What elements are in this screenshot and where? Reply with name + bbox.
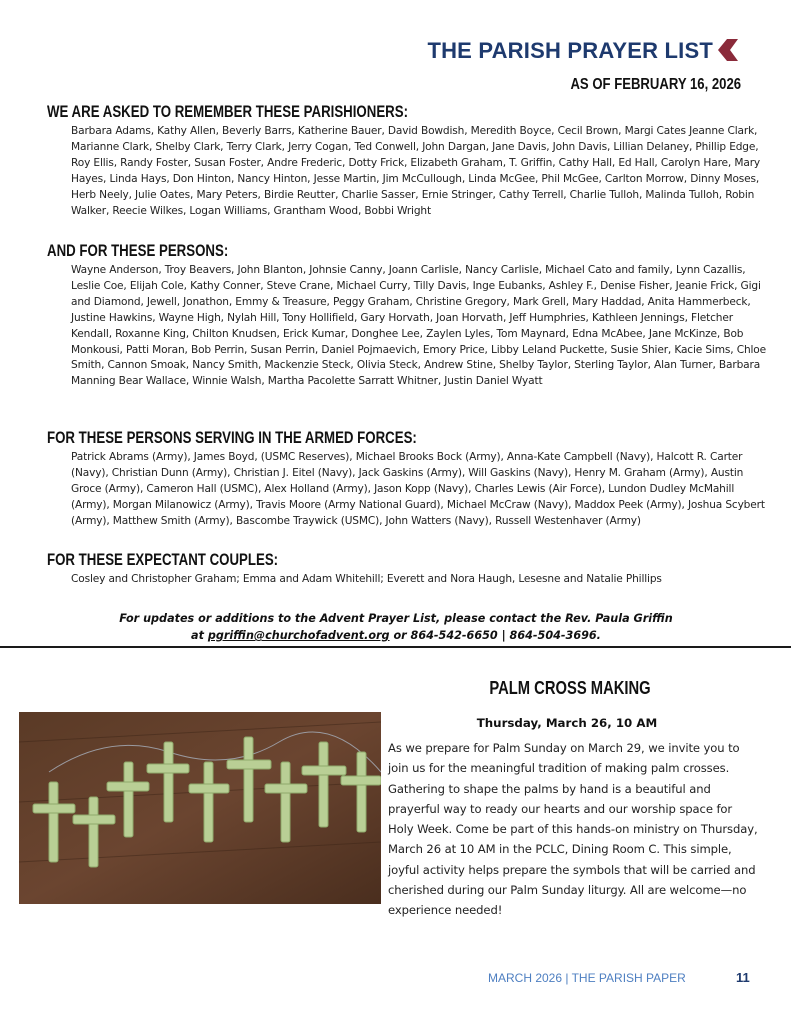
- section-divider: [0, 646, 791, 648]
- contact-note: [60, 610, 732, 644]
- page-title: THE PARISH PRAYER LIST: [427, 38, 713, 63]
- section-heading: AND FOR THESE PERSONS:: [47, 241, 229, 260]
- email-link[interactable]: pgriffin@churchofadvent.org: [207, 629, 390, 642]
- section-expectant: [47, 550, 767, 588]
- palm-date: Thursday, March 26, 10 AM: [476, 716, 658, 730]
- section-heading: FOR THESE EXPECTANT COUPLES:: [47, 550, 279, 569]
- palm-crosses-photo: [19, 712, 381, 904]
- contact-line-1: For updates or additions to the Advent Prayer List, please contact the Rev. Paula Griffin: [119, 612, 673, 625]
- page-number: 11: [736, 970, 750, 985]
- section-names: Barbara Adams, Kathy Allen, Beverly Barrs, Katherine Bauer, David Bowdish, Meredith Boyce, Cecil Brown, Margi Cates Jeanne Clark, Marianne Clark, Shelby Clark, Terry Clark, Jerry Cogan, Ted Conwell, John Dargan, Jane Davis, John Davis, Lillian Delaney, Phillip Edge, Roy Ellis, Randy Foster, Susan Foster, Andre Frederic, Dotty Frick, Elizabeth Graham, T. Griffin, Cathy Hall, Ed Hall, Carolyn Hare, Mary Hayes, Linda Hays, Don Hinton, Nancy Hinton, Jesse Martin, Jim McCullough, Linda McGee, Phil McGee, Carlton Morrow, Dinny Moses, Herb Neely, Julie Oates, Mary Peters, Birdie Reutter, Charlie Sasser, Ernie Stringer, Cathy Terrell, Charlie Tulloh, Malinda Tulloh, Robin Walker, Reecie Wilkes, Logan Williams, Grantham Wood, Bobbi Wright: [71, 125, 761, 217]
- section-heading: FOR THESE PERSONS SERVING IN THE ARMED FORCES:: [47, 428, 417, 447]
- page-footer: [488, 971, 748, 985]
- section-names: Patrick Abrams (Army), James Boyd, (USMC Reserves), Michael Brooks Bock (Army), Anna-Kate Campbell (Navy), Halcott R. Carter (Navy), Christian Dunn (Army), Christian J. Eitel (Navy), Jack Gaskins (Army), Will Gaskins (Navy), Henry M. Graham (Army), Austin Groce (Army), Cameron Hall (USMC), Alex Holland (Army), Jason Kopp (Navy), Charles Lewis (Air Force), Lundon Dudley McMahill (Army), Morgan Milanowicz (Army), Travis Moore (Army National Guard), Michael McCraw (Navy), Maddox Peek (Army), Joshua Scybert (Army), Matthew Smith (Army), Bascombe Traywick (USMC), John Watters (Navy), Russell Westenhaver (Army): [71, 451, 765, 527]
- section-names: Wayne Anderson, Troy Beavers, John Blanton, Johnsie Canny, Joann Carlisle, Nancy Carlisle, Michael Cato and family, Lynn Cazallis, Leslie Coe, Elijah Cole, Kathy Conner, Steve Crane, Michael Curry, Tilly Davis, Inge Eubanks, Ashley F., Denise Fisher, Jeanie Frick, Gigi and Diamond, Jewell, Jonathon, Emmy & Treasure, Peggy Graham, Christine Gregory, Mark Grell, Mary Haddad, Anita Hammerbeck, Justine Hawkins, Wayne High, Nylah Hill, Tony Hollifield, Gary Horvath, Joan Horvath, Jeff Humphries, Kathleen Jennings, Fletcher Kendall, Roxanne King, Chilton Knudsen, Erick Kumar, Donghee Lee, Zaylen Lyles, Tom Maynard, Edna McAbee, Jane McKinze, Bob Monkousi, Patti Moran, Bob Perrin, Susan Perrin, Daniel Pojmaevich, Emory Price, Libby Leland Puckette, Susie Shier, Kacie Sims, Chloe Smith, Cannon Smoak, Nancy Smith, Mackenzie Steck, Olivia Steck, Andrew Stine, Shelby Taylor, Sterling Taylor, Alan Turner, Barbara Manning Bear Wallace, Winnie Walsh, Martha Pacolette Sarratt Whitner, Justin Daniel Wyatt: [71, 264, 766, 388]
- palm-description: As we prepare for Palm Sunday on March 29, we invite you to join us for the meaningful tradition of making palm crosses. Gathering to shape the palms by hand is a beautiful and prayerful way to ready our hearts and our worship space for Holy Week. Come be part of this hands-on ministry on Thursday, March 26 at 10 AM in the PCLC, Dining Room C. This simple, joyful activity helps prepare the symbols that will be carried and cherished during our Palm Sunday liturgy. All are welcome—no experience needed!: [388, 741, 758, 918]
- section-parishioners: [47, 102, 767, 219]
- footer-label: MARCH 2026 | THE PARISH PAPER: [488, 971, 686, 985]
- contact-phones: or 864-542-6650 | 864-504-3696.: [389, 629, 601, 642]
- section-heading: WE ARE ASKED TO REMEMBER THESE PARISHIONERS:: [47, 102, 409, 121]
- palm-title: PALM CROSS MAKING: [489, 678, 651, 698]
- chevron-left-icon: [718, 39, 738, 61]
- as-of-date: AS OF FEBRUARY 16, 2026: [570, 76, 741, 93]
- section-others: [47, 241, 767, 390]
- header-title: [380, 36, 740, 66]
- contact-line-2: [60, 627, 732, 644]
- section-armed-forces: [47, 428, 767, 530]
- section-names: Cosley and Christopher Graham; Emma and Adam Whitehill; Everett and Nora Haugh, Lesesne and Natalie Phillips: [71, 573, 662, 585]
- contact-at: at: [191, 629, 208, 642]
